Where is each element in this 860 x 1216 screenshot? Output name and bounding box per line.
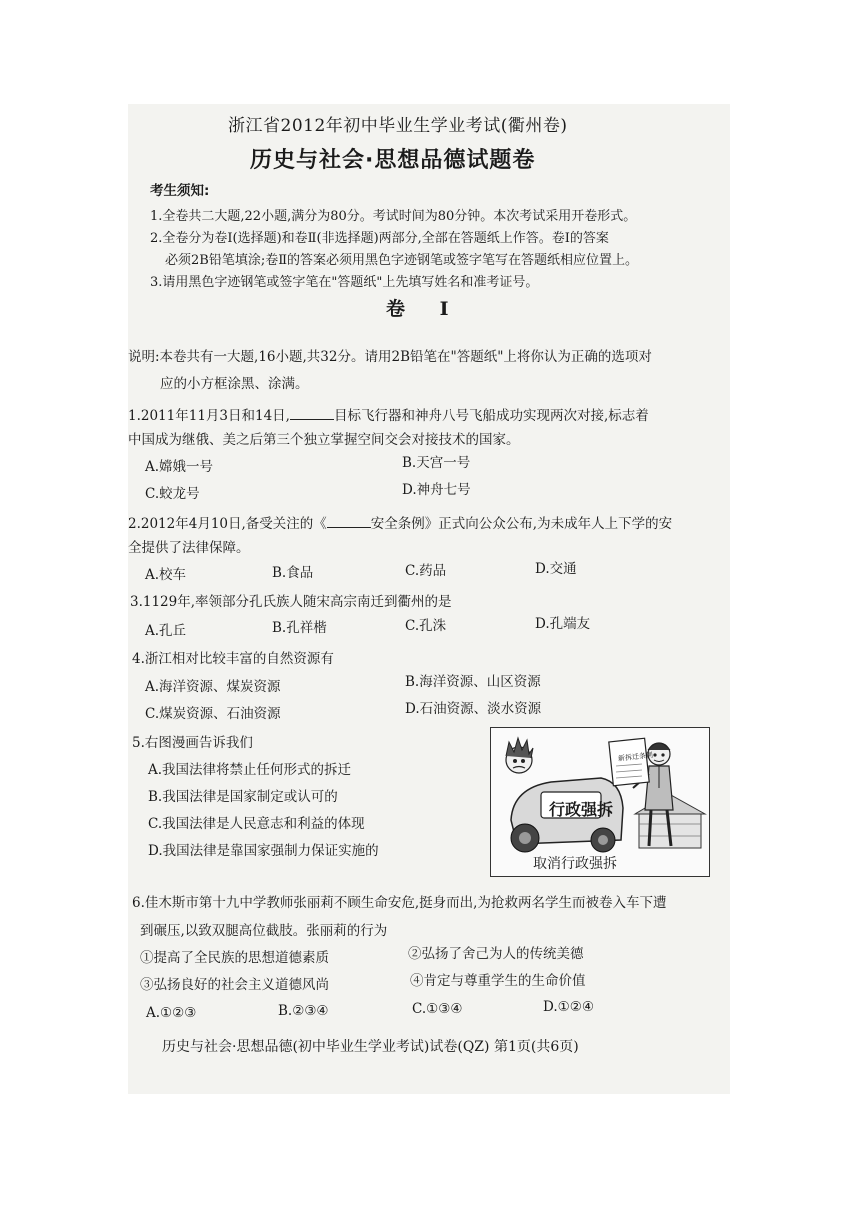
question-5-option-b: B.我国法律是国家制定或认可的 [148,789,338,805]
cartoon-caption: 取消行政强拆 [533,856,617,872]
question-2-option-c: C.药品 [405,563,447,579]
cartoon-figure [490,727,710,877]
question-2-option-d: D.交通 [535,561,577,577]
section-instructions-cont: 应的小方框涂黑、涂满。 [160,376,309,392]
question-2-option-b: B.食品 [272,565,314,581]
question-1-option-c: C.蛟龙号 [145,486,200,502]
question-4-option-c: C.煤炭资源、石油资源 [145,706,281,722]
question-5-option-c: C.我国法律是人民意志和利益的体现 [148,816,365,832]
question-5-stem: 5.右图漫画告诉我们 [132,735,253,751]
question-6-statement-4: ④肯定与尊重学生的生命价值 [410,973,586,989]
question-4-option-b: B.海洋资源、山区资源 [405,674,541,690]
question-1-stem: 1.2011年11月3日和14日, 目标飞行器和神舟八号飞船成功实现两次对接,标志着 [128,408,649,424]
question-6-option-b: B.②③④ [278,1003,329,1019]
cartoon-document-label: 新拆迁条例 [617,751,654,763]
section-title: 卷 Ⅰ [386,298,463,320]
question-6-stem: 6.佳木斯市第十九中学教师张丽莉不顾生命安危,挺身而出,为抢救两名学生而被卷入车下遭 [132,895,667,911]
question-3-option-c: C.孔洙 [405,618,447,634]
exam-subtitle: 历史与社会·思想品德试题卷 [250,148,536,173]
question-2-stem-cont: 全提供了法律保障。 [128,540,250,556]
question-3-stem: 3.1129年,率领部分孔氏族人随宋高宗南迁到衢州的是 [130,594,452,610]
question-3-option-b: B.孔祥楷 [272,620,327,636]
question-2-stem: 2.2012年4月10日,备受关注的《 安全条例》正式向公众公布,为未成年人上下学的安 [128,516,673,532]
question-1-stem-cont: 中国成为继俄、美之后第三个独立掌握空间交会对接技术的国家。 [128,432,520,448]
notice-item-3: 3.请用黑色字迹钢笔或签字笔在"答题纸"上先填写姓名和准考证号。 [150,275,539,290]
page-footer: 历史与社会·思想品德(初中毕业生学业考试)试卷(QZ) 第1页(共6页) [162,1039,579,1055]
question-4-stem: 4.浙江相对比较丰富的自然资源有 [132,651,334,667]
question-6-option-c: C.①③④ [412,1001,463,1017]
question-6-statement-1: ①提高了全民族的思想道德素质 [140,950,329,966]
question-1-option-a: A.嫦娥一号 [145,459,214,475]
question-3-option-a: A.孔丘 [145,623,187,639]
question-6-stem-cont: 到碾压,以致双腿高位截肢。张丽莉的行为 [140,923,388,939]
question-2-option-a: A.校车 [145,567,187,583]
section-instructions: 说明:本卷共有一大题,16小题,共32分。请用2B铅笔在"答题纸"上将你认为正确的选项对 [128,349,652,365]
notice-item-2-cont: 必须2B铅笔填涂;卷Ⅱ的答案必须用黑色字迹钢笔或签字笔写在答题纸相应位置上。 [165,253,639,268]
question-6-option-a: A.①②③ [146,1005,197,1021]
exam-title: 浙江省2012年初中毕业生学业考试(衢州卷) [228,116,568,136]
notice-item-2: 2.全卷分为卷Ⅰ(选择题)和卷Ⅱ(非选择题)两部分,全部在答题纸上作答。卷Ⅰ的答案 [150,231,609,246]
question-5-option-a: A.我国法律将禁止任何形式的拆迁 [148,762,352,778]
cartoon-car-label: 行政强拆 [549,800,614,819]
question-1-option-d: D.神舟七号 [402,482,471,498]
question-4-option-a: A.海洋资源、煤炭资源 [145,679,281,695]
question-6-statement-2: ②弘扬了舍己为人的传统美德 [408,946,584,962]
notice-item-1: 1.全卷共二大题,22小题,满分为80分。考试时间为80分钟。本次考试采用开卷形式。 [150,209,637,224]
question-1-option-b: B.天宫一号 [402,455,471,471]
question-6-statement-3: ③弘扬良好的社会主义道德风尚 [140,977,329,993]
notice-heading: 考生须知: [150,183,210,199]
question-6-option-d: D.①②④ [543,999,594,1015]
question-3-option-d: D.孔端友 [535,616,591,632]
question-5-option-d: D.我国法律是靠国家强制力保证实施的 [148,843,379,859]
question-4-option-d: D.石油资源、淡水资源 [405,701,542,717]
